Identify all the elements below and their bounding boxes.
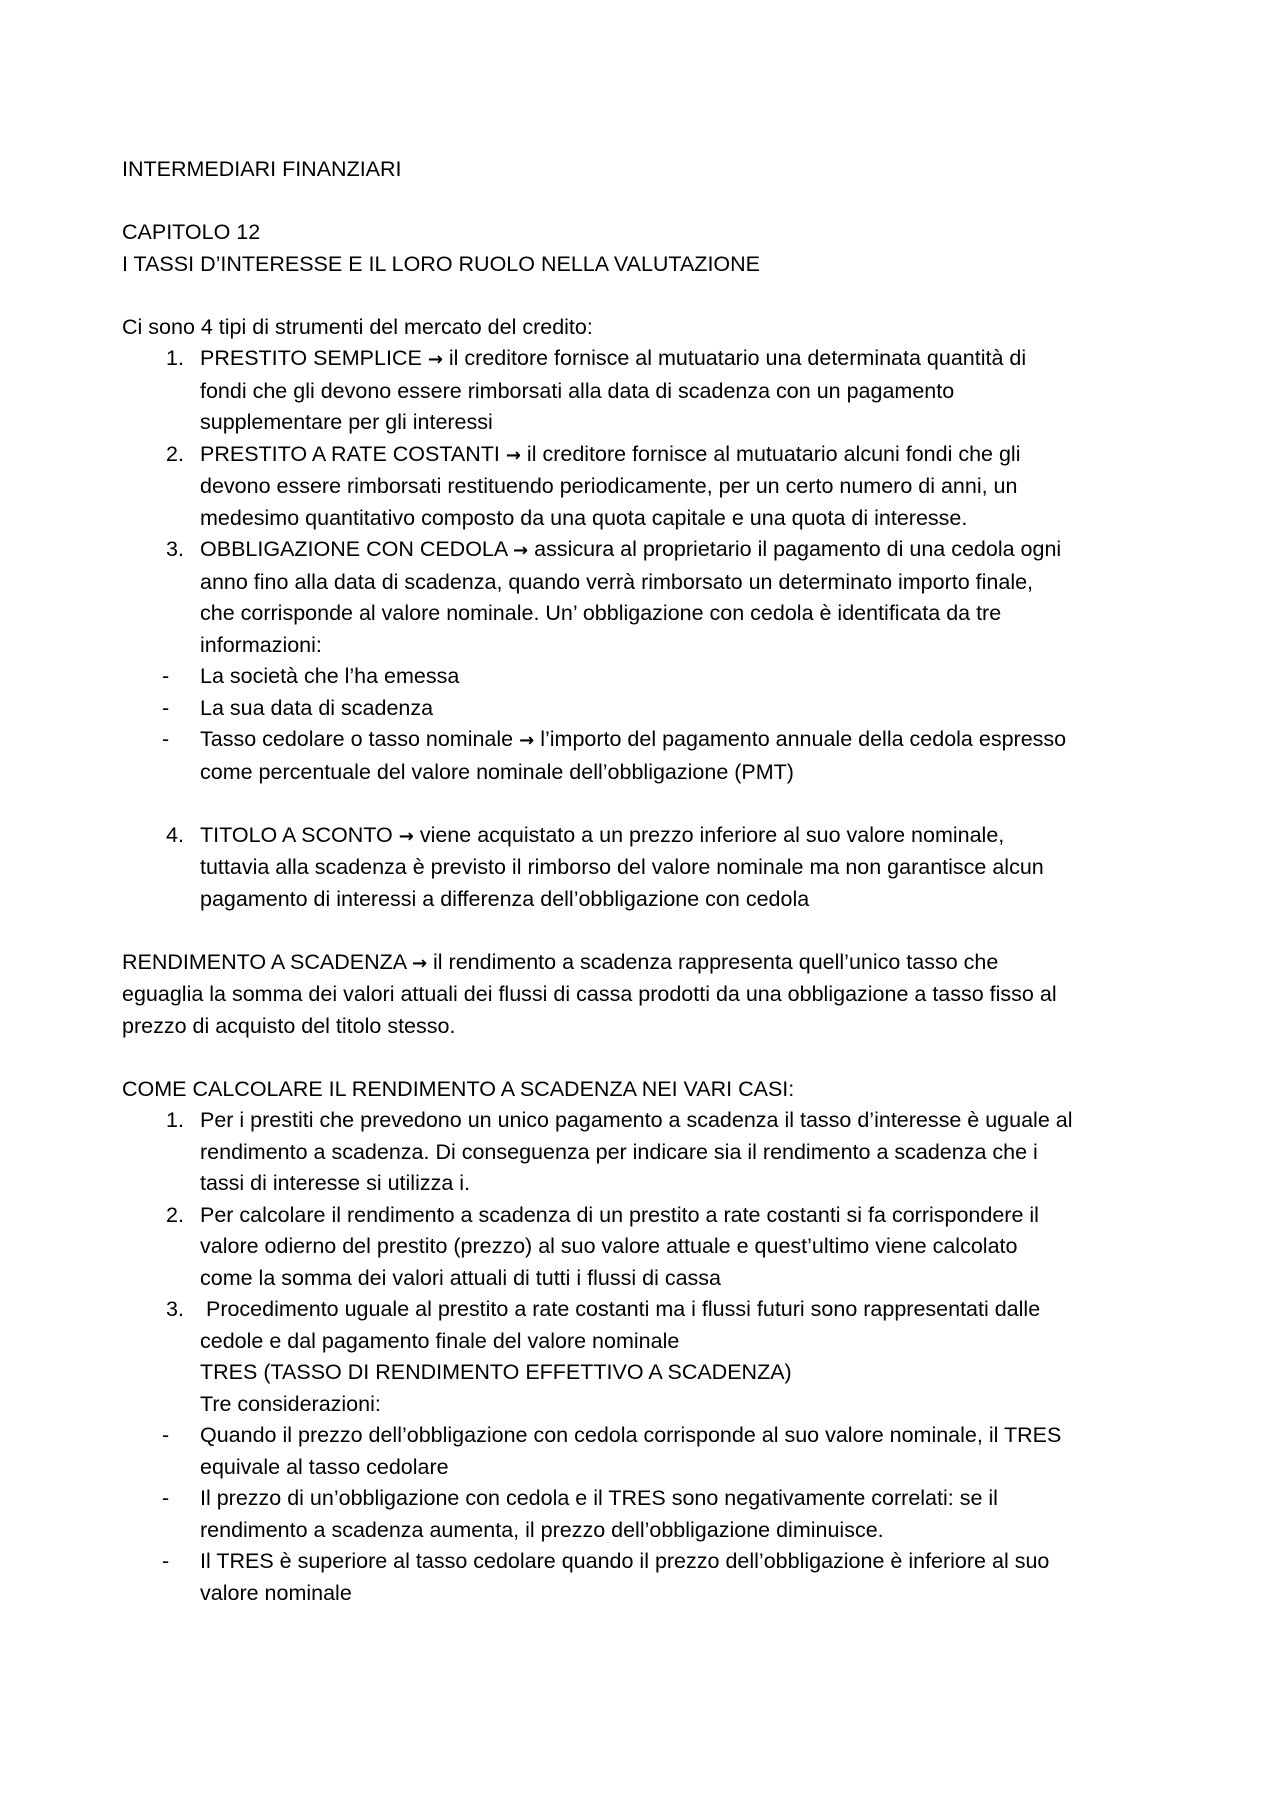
arrow-right-icon: → [411, 952, 428, 974]
text-line: La sua data di scadenza [200, 695, 434, 720]
instrument-description: il creditore fornisce al mutuatario alcuni fondi che gli [526, 441, 1021, 466]
term-definition: il rendimento a scadenza rappresenta quell’unico tasso che [433, 949, 999, 974]
spacer [122, 1042, 1182, 1074]
bullet-dash: - [162, 1486, 170, 1510]
text-line: come percentuale del valore nominale dell’obbligazione (PMT) [200, 759, 794, 784]
list-item-instrument [122, 820, 1182, 916]
text-line: devono essere rimborsati restituendo periodicamente, per un certo numero di anni, un [200, 474, 1018, 498]
text-line: Il TRES è superiore al tasso cedolare quando il prezzo dell’obbligazione è inferiore al suo [200, 1549, 1050, 1573]
instrument-name: TITOLO A SCONTO [200, 822, 393, 847]
text-line: valore nominale [200, 1580, 352, 1605]
text-line: pagamento di interessi a differenza dell’obbligazione con cedola [200, 886, 810, 911]
arrow-right-icon: → [427, 349, 443, 370]
bullet-item [122, 661, 1182, 693]
instrument-name: OBBLIGAZIONE CON CEDOLA [200, 537, 508, 561]
bullet-item [122, 1420, 1182, 1483]
text-line: anno fino alla data di scadenza, quando verrà rimborsato un determinato importo finale, [200, 569, 1034, 594]
document-body [122, 154, 1182, 1609]
document-title: INTERMEDIARI FINANZIARI [122, 157, 402, 181]
bullet-lead: Tasso cedolare o tasso nominale [200, 727, 514, 751]
term-name: RENDIMENTO A SCADENZA [122, 949, 406, 974]
bullet-dash: - [162, 1423, 170, 1447]
text-line: Per calcolare il rendimento a scadenza di un prestito a rate costanti si fa corrispondere il [200, 1202, 1039, 1227]
instrument-description: il creditore fornisce al mutuatario una determinata quantità di [448, 346, 1027, 370]
bullet-dash: - [162, 727, 170, 751]
section-heading: COME CALCOLARE IL RENDIMENTO A SCADENZA NEI VARI CASI: [122, 1076, 795, 1101]
text-line: rendimento a scadenza aumenta, il prezzo dell’obbligazione diminuisce. [200, 1517, 884, 1542]
paragraph-rendimento [122, 947, 1182, 980]
text-line: cedole e dal pagamento finale del valore nominale [200, 1328, 680, 1353]
text-line: equivale al tasso cedolare [200, 1454, 449, 1479]
instrument-name: PRESTITO SEMPLICE [200, 346, 422, 370]
arrow-right-icon: → [505, 444, 521, 466]
text-line: rendimento a scadenza. Di conseguenza per indicare sia il rendimento a scadenza che i [200, 1139, 1038, 1164]
instrument-name: PRESTITO A RATE COSTANTI [200, 441, 500, 466]
list-item-case [122, 1200, 1182, 1295]
text-line: Il prezzo di un’obbligazione con cedola e il TRES sono negativamente correlati: se il [200, 1486, 998, 1510]
list-item-instrument [122, 343, 1182, 439]
chapter-title: I TASSI D’INTERESSE E IL LORO RUOLO NELLA VALUTAZIONE [122, 251, 761, 276]
text-line: tuttavia alla scadenza è previsto il rimborso del valore nominale ma non garantisce alcun [200, 855, 1044, 879]
bullet-dash: - [162, 695, 170, 720]
list-number: 3. [166, 1297, 184, 1321]
intro-text: Ci sono 4 tipi di strumenti del mercato del credito: [122, 314, 593, 339]
bullet-dash: - [162, 664, 170, 688]
text-line: Procedimento uguale al prestito a rate costanti ma i flussi futuri sono rappresentati dalle [200, 1297, 1041, 1321]
text-line: eguaglia la somma dei valori attuali dei flussi di cassa prodotti da una obbligazione a tasso fisso al [122, 982, 1057, 1006]
list-item-case [122, 1294, 1182, 1420]
list-item-case [122, 1105, 1182, 1200]
text-line: TRES (TASSO DI RENDIMENTO EFFETTIVO A SCADENZA) [200, 1360, 792, 1384]
spacer [122, 915, 1182, 947]
bullet-item [122, 1546, 1182, 1609]
bullet-item [122, 693, 1182, 725]
list-number: 4. [166, 822, 184, 847]
list-number: 1. [166, 1108, 184, 1132]
text-line: valore odierno del prestito (prezzo) al suo valore attuale e quest’ultimo viene calcolato [200, 1234, 1018, 1258]
list-number: 3. [166, 537, 184, 561]
text-line: medesimo quantitativo composto da una quota capitale e una quota di interesse. [200, 505, 968, 530]
spacer [122, 280, 1182, 312]
arrow-right-icon: → [519, 730, 535, 751]
text-line: fondi che gli devono essere rimborsati alla data di scadenza con un pagamento [200, 378, 955, 403]
list-number: 1. [166, 346, 184, 370]
bullet-item [122, 1483, 1182, 1546]
bullet-description: l’importo del pagamento annuale della cedola espresso [540, 727, 1067, 751]
instrument-description: assicura al proprietario il pagamento di una cedola ogni [534, 537, 1062, 561]
text-line: La società che l’ha emessa [200, 664, 460, 688]
list-item-instrument [122, 439, 1182, 535]
list-number: 2. [166, 441, 184, 466]
text-line: prezzo di acquisto del titolo stesso. [122, 1013, 456, 1038]
spacer [122, 788, 1182, 820]
arrow-right-icon: → [513, 540, 529, 561]
text-line: informazioni: [200, 632, 322, 657]
text-line: Quando il prezzo dell’obbligazione con cedola corrisponde al suo valore nominale, il TRES [200, 1423, 1062, 1447]
list-item-instrument [122, 534, 1182, 661]
text-line: supplementare per gli interessi [200, 410, 493, 434]
bullet-dash: - [162, 1549, 170, 1573]
text-line: Per i prestiti che prevedono un unico pagamento a scadenza il tasso d’interesse è uguale al [200, 1108, 1073, 1132]
list-number: 2. [166, 1202, 184, 1227]
text-line: Tre considerazioni: [200, 1391, 381, 1416]
text-line: tassi di interesse si utilizza i. [200, 1171, 471, 1195]
bullet-item [122, 724, 1182, 788]
spacer [122, 186, 1182, 218]
text-line: come la somma dei valori attuali di tutti i flussi di cassa [200, 1265, 721, 1290]
text-line: che corrisponde al valore nominale. Un’ obbligazione con cedola è identificata da tre [200, 601, 1002, 625]
arrow-right-icon: → [398, 825, 414, 847]
chapter-number: CAPITOLO 12 [122, 220, 261, 244]
instrument-description: viene acquistato a un prezzo inferiore al suo valore nominale, [419, 822, 1005, 847]
